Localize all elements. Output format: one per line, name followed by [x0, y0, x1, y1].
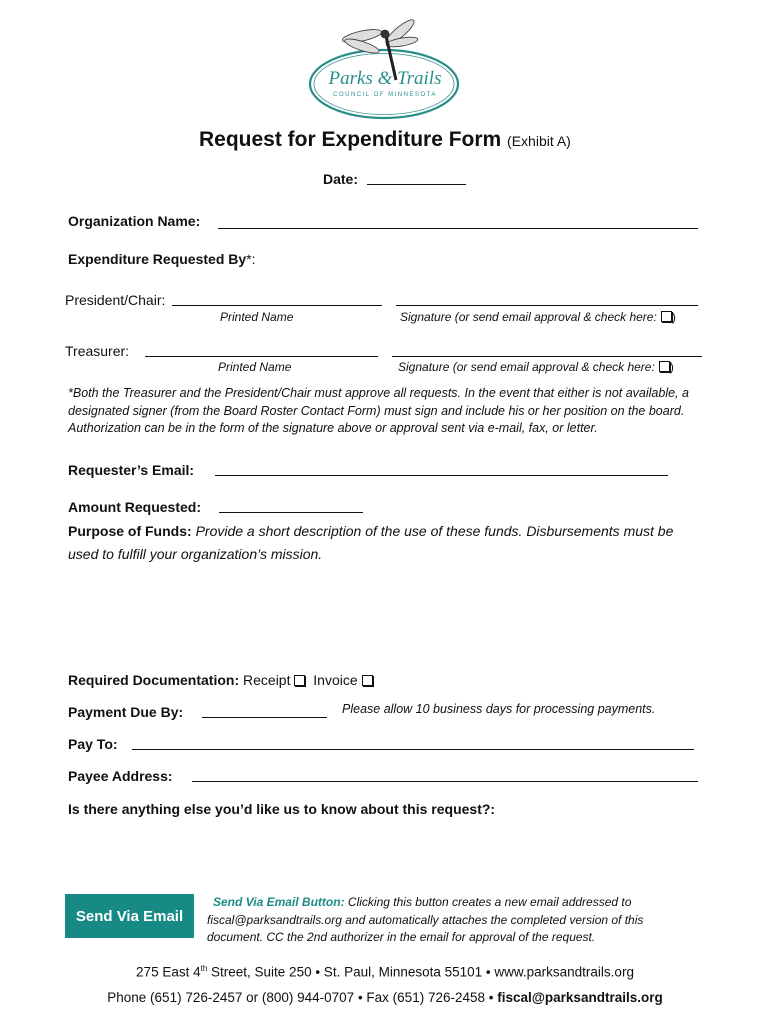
- purpose-of-funds: [68, 520, 698, 566]
- send-info-text-1: Clicking this button creates a new email addressed to: [347, 895, 632, 909]
- treasurer-signature-field[interactable]: [392, 356, 702, 357]
- sig-prefix: Signature (: [398, 360, 457, 374]
- amount-field[interactable]: [219, 512, 363, 513]
- colon: :: [251, 251, 256, 267]
- title-suffix: (Exhibit A): [507, 133, 571, 149]
- logo: [300, 14, 470, 124]
- payment-due-field[interactable]: [202, 717, 327, 718]
- documentation-row: [68, 672, 373, 688]
- requester-email-field[interactable]: [215, 475, 668, 476]
- sig-suffix: ): [669, 360, 674, 374]
- president-label: President/Chair:: [65, 292, 166, 308]
- sig-suffix: ): [671, 310, 676, 324]
- date-field[interactable]: [367, 184, 466, 185]
- send-info: [207, 894, 687, 947]
- sig-note: or send email approval & check here:: [456, 360, 655, 374]
- amount-label: Amount Requested:: [68, 499, 201, 515]
- send-via-email-button[interactable]: Send Via Email: [65, 894, 194, 938]
- payment-due-label: Payment Due By:: [68, 704, 184, 720]
- address-sup: th: [200, 964, 208, 973]
- send-info-line-3: document. CC the 2nd authorizer in the email for approval of the request.: [207, 930, 596, 944]
- treasurer-signature-caption: [398, 360, 674, 374]
- address-part2: Street, Suite 250 • St. Paul, Minnesota 55101 • www.parksandtrails.org: [207, 964, 634, 980]
- treasurer-email-approval-checkbox[interactable]: [659, 361, 670, 372]
- requested-by-label: Expenditure Requested By: [68, 251, 247, 267]
- anything-else-text-area[interactable]: [68, 822, 698, 882]
- invoice-checkbox[interactable]: [362, 675, 373, 686]
- payee-address-label: Payee Address:: [68, 768, 173, 784]
- footer-address: [0, 964, 770, 980]
- pay-to-label: Pay To:: [68, 736, 118, 752]
- purpose-label: Purpose of Funds:: [68, 523, 192, 539]
- documentation-label: Required Documentation:: [68, 672, 240, 688]
- logo-subtext: COUNCIL OF MINNESOTA: [333, 92, 437, 98]
- anything-else-label: Is there anything else you’d like us to know about this request?:: [68, 801, 496, 817]
- payee-address-field[interactable]: [192, 781, 698, 782]
- requested-by-heading: [68, 251, 256, 267]
- org-name-label: Organization Name:: [68, 213, 201, 229]
- treasurer-printed-name-caption: Printed Name: [218, 360, 292, 374]
- org-name-field[interactable]: [218, 228, 698, 229]
- receipt-checkbox[interactable]: [294, 675, 305, 686]
- payment-note: Please allow 10 business days for processing payments.: [342, 702, 656, 716]
- invoice-label: Invoice: [313, 672, 358, 688]
- president-signature-field[interactable]: [396, 305, 698, 306]
- pay-to-field[interactable]: [132, 749, 694, 750]
- logo-text: Parks & Trails: [328, 68, 442, 89]
- title-text: Request for Expenditure Form: [199, 128, 502, 151]
- treasurer-name-field[interactable]: [145, 356, 378, 357]
- requester-email-label: Requester’s Email:: [68, 462, 195, 478]
- phone-line: Phone (651) 726-2457 or (800) 944-0707 • Fax (651) 726-2458 •: [107, 990, 498, 1005]
- send-info-line-2: fiscal@parksandtrails.org and automatically attaches the completed version of this: [207, 912, 644, 927]
- president-name-field[interactable]: [172, 305, 382, 306]
- purpose-text-area[interactable]: [68, 568, 698, 663]
- footer-email-link[interactable]: fiscal@parksandtrails.org: [497, 990, 663, 1005]
- page-title: [199, 128, 571, 152]
- send-info-title: Send Via Email Button:: [213, 895, 345, 909]
- president-email-approval-checkbox[interactable]: [661, 311, 672, 322]
- sig-note: or send email approval & check here:: [458, 310, 657, 324]
- date-label: Date:: [323, 171, 359, 187]
- asterisk: *: [246, 251, 252, 267]
- approval-note: *Both the Treasurer and the President/Chair must approve all requests. In the event that either is not available, a designated signer (from the Board Roster Contact Form) must sign and include his or her position on the board. Authorization can be in the form of the signature above or approval sent via e-mail, fax, or letter.: [68, 386, 689, 435]
- receipt-label: Receipt: [243, 672, 291, 688]
- president-signature-caption: [400, 310, 676, 324]
- footer-contact: [0, 990, 770, 1005]
- president-printed-name-caption: Printed Name: [220, 310, 294, 324]
- purpose-text: Provide a short description of the use of these funds. Disbursements must be used to fulfill your organization’s mission.: [68, 523, 674, 562]
- treasurer-label: Treasurer:: [65, 343, 130, 359]
- send-info-line-1: [207, 894, 687, 912]
- sig-prefix: Signature (: [400, 310, 459, 324]
- address-part1: 275 East 4: [136, 964, 201, 980]
